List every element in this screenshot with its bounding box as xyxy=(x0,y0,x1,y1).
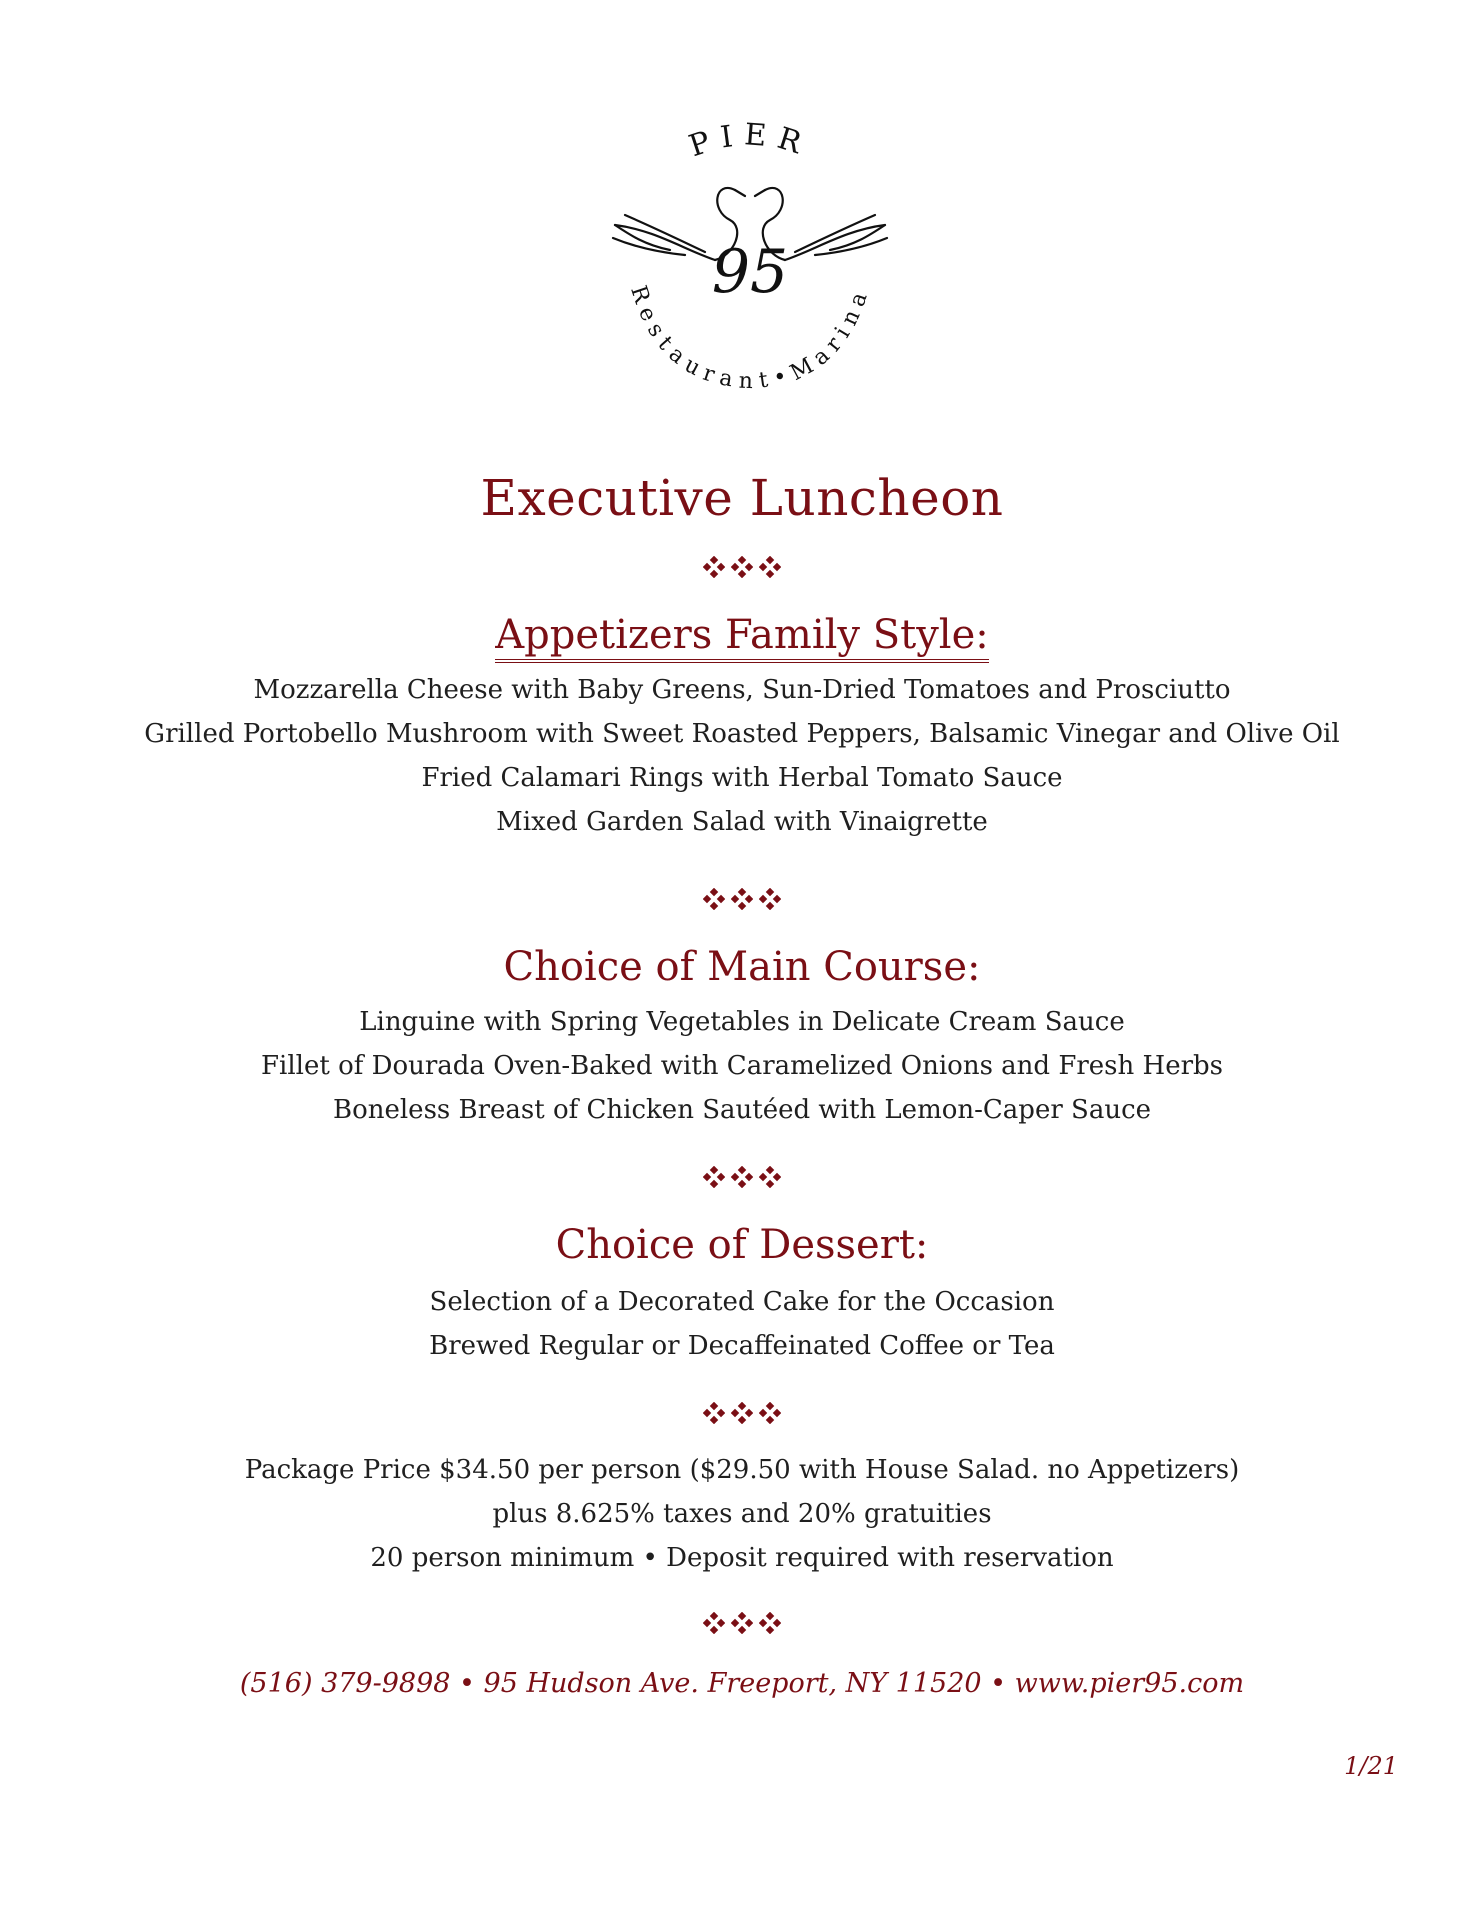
pricing-line: Package Price $34.50 per person ($29.50 with House Salad. no Appetizers) xyxy=(244,1455,1240,1485)
menu-item: Mixed Garden Salad with Vinaigrette xyxy=(496,807,988,837)
diamond-ornament-icon xyxy=(703,1166,725,1188)
diamond-ornament-icon xyxy=(703,1612,725,1634)
pier95-logo xyxy=(585,120,915,400)
page-number: 1/21 xyxy=(1344,1752,1398,1780)
diamond-ornament-icon xyxy=(731,1166,753,1188)
menu-item: Grilled Portobello Mushroom with Sweet Roasted Peppers, Balsamic Vinegar and Olive Oil xyxy=(144,719,1340,749)
logo-number: 95 xyxy=(711,237,789,307)
ornament-divider xyxy=(0,1612,1484,1636)
diamond-ornament-icon xyxy=(759,556,781,578)
menu-item: Mozzarella Cheese with Baby Greens, Sun-Dried Tomatoes and Prosciutto xyxy=(253,675,1231,705)
pricing-block xyxy=(0,1448,1484,1580)
appetizers-heading xyxy=(0,610,1484,660)
diamond-ornament-icon xyxy=(731,1612,753,1634)
pricing-line: 20 person minimum • Deposit required with reservation xyxy=(370,1543,1114,1573)
dessert-heading: Choice of Dessert: xyxy=(555,1222,929,1268)
diamond-ornament-icon xyxy=(703,888,725,910)
menu-item: Fillet of Dourada Oven-Baked with Caramelized Onions and Fresh Herbs xyxy=(260,1051,1224,1081)
diamond-ornament-icon xyxy=(759,1166,781,1188)
diamond-ornament-icon xyxy=(759,1402,781,1424)
appetizers-heading-text: Appetizers Family Style: xyxy=(495,612,988,663)
dessert-list xyxy=(0,1280,1484,1368)
diamond-ornament-icon xyxy=(703,1402,725,1424)
logo-ring-text: Restaurant•Marina xyxy=(625,282,875,395)
main-course-heading: Choice of Main Course: xyxy=(503,944,981,990)
menu-title: Executive Luncheon xyxy=(480,469,1004,527)
svg-text:PIER xyxy=(685,120,815,164)
diamond-ornament-icon xyxy=(731,888,753,910)
diamond-ornament-icon xyxy=(703,556,725,578)
menu-item: Brewed Regular or Decaffeinated Coffee or Tea xyxy=(429,1331,1055,1361)
ornament-divider xyxy=(0,888,1484,912)
diamond-ornament-icon xyxy=(759,1612,781,1634)
contact-line: (516) 379-9898 • 95 Hudson Ave. Freeport, NY 11520 • www.pier95.com xyxy=(239,1668,1245,1699)
menu-item: Linguine with Spring Vegetables in Delicate Cream Sauce xyxy=(359,1007,1125,1037)
appetizers-list xyxy=(0,668,1484,844)
diamond-ornament-icon xyxy=(731,556,753,578)
ornament-divider xyxy=(0,556,1484,580)
logo-top-text: PIER xyxy=(684,120,816,165)
main-course-list xyxy=(0,1000,1484,1132)
pricing-line: plus 8.625% taxes and 20% gratuities xyxy=(492,1499,992,1529)
ornament-divider xyxy=(0,1166,1484,1190)
menu-item: Selection of a Decorated Cake for the Occasion xyxy=(429,1287,1055,1317)
diamond-ornament-icon xyxy=(731,1402,753,1424)
diamond-ornament-icon xyxy=(759,888,781,910)
menu-item: Fried Calamari Rings with Herbal Tomato Sauce xyxy=(421,763,1063,793)
ornament-divider xyxy=(0,1402,1484,1426)
menu-item: Boneless Breast of Chicken Sautéed with Lemon-Caper Sauce xyxy=(332,1095,1152,1125)
